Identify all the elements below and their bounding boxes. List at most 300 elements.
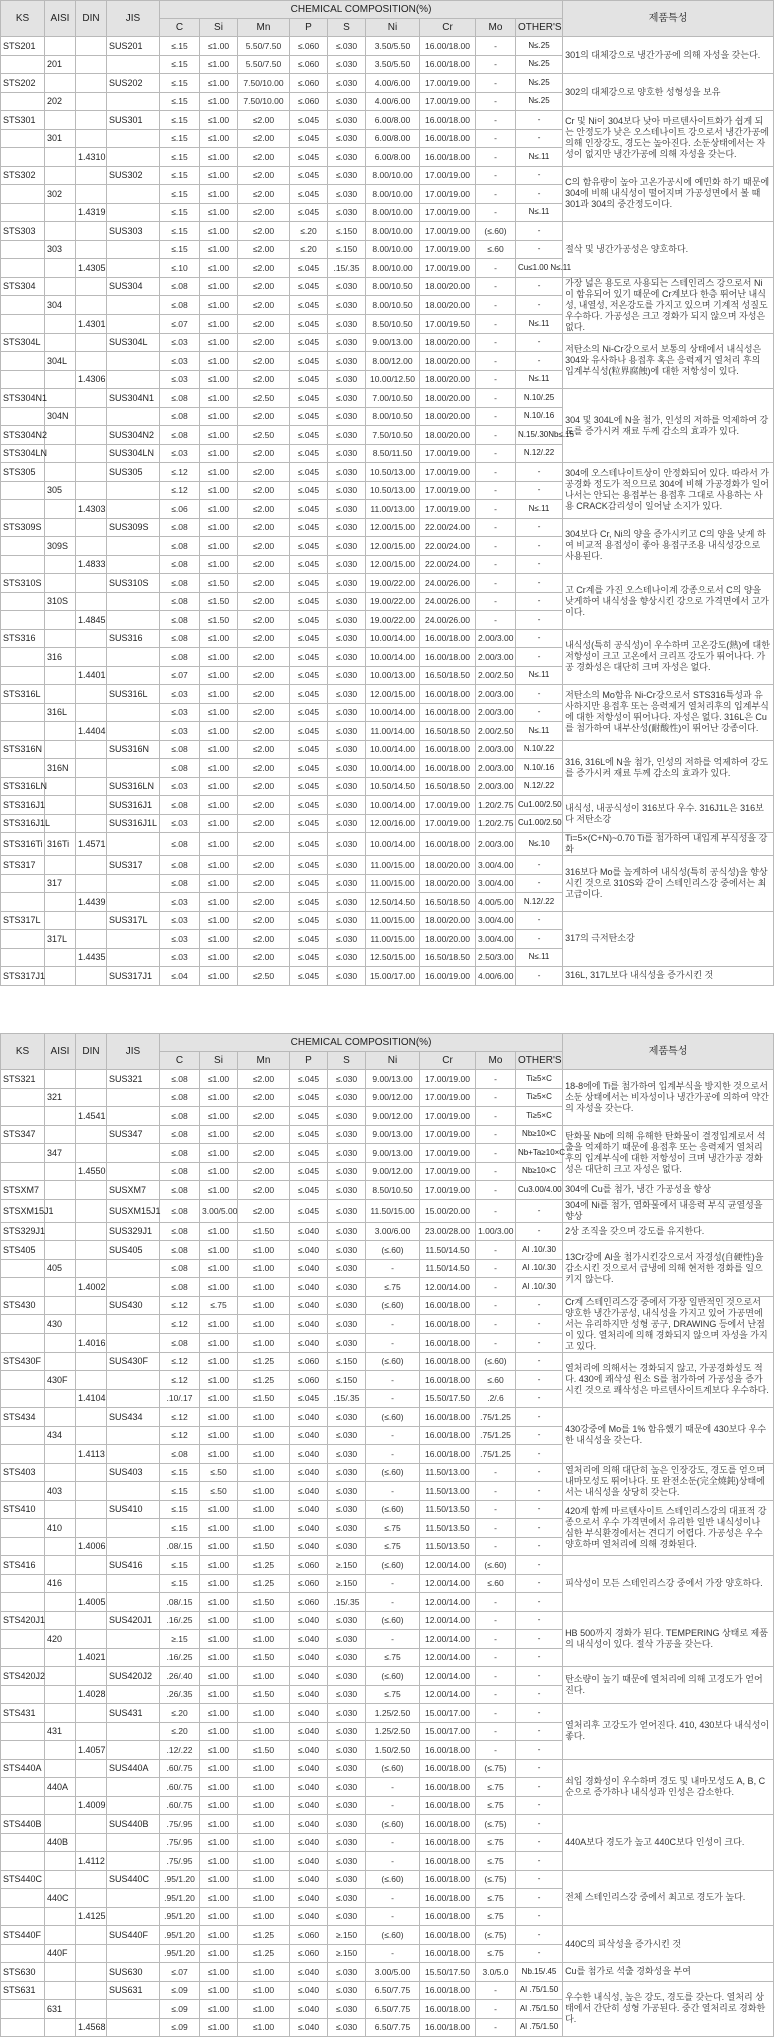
cell-value: - (516, 967, 563, 986)
cell-value: ≤1.00 (200, 518, 238, 537)
cell-din (76, 777, 107, 796)
cell-value: ≤1.00 (200, 1907, 238, 1926)
cell-value: ≤.030 (328, 1426, 366, 1445)
cell-value: .75/1.25 (476, 1426, 516, 1445)
cell-value: 15.00/17.00 (420, 1722, 476, 1741)
cell-value: ≤.08 (160, 629, 200, 648)
cell-value: ≤.030 (328, 185, 366, 204)
cell-value: ≤1.00 (200, 1926, 238, 1945)
cell-value: ≤1.00 (200, 111, 238, 130)
cell-value: ≤.15 (160, 166, 200, 185)
cell-value: 8.00/10.00 (366, 166, 420, 185)
cell-value: ≤.030 (328, 1667, 366, 1686)
cell-value: 2.00/3.00 (476, 648, 516, 667)
cell-jis (107, 592, 160, 611)
cell-value: 8.00/10.00 (366, 259, 420, 278)
cell-value: ≤1.50 (200, 574, 238, 593)
cell-value: - (476, 1144, 516, 1163)
cell-aisi (45, 500, 76, 519)
cell-value: ≤.03 (160, 930, 200, 949)
cell-jis (107, 1889, 160, 1908)
cell-value: ≤.060 (290, 55, 328, 74)
cell-value: ≤.045 (290, 856, 328, 875)
cell-value: ≤1.00 (200, 1889, 238, 1908)
cell-jis (107, 1107, 160, 1126)
cell-din (76, 1125, 107, 1144)
cell-value: ≤.040 (290, 1315, 328, 1334)
cell-value: - (366, 1852, 420, 1871)
cell-value: ≤1.00 (200, 426, 238, 445)
cell-value: ≤1.00 (238, 1667, 290, 1686)
cell-value: ≤.045 (290, 1162, 328, 1181)
cell-value: 16.00/18.00 (420, 1741, 476, 1760)
cell-value: ≤.040 (290, 2018, 328, 2037)
cell-ks (1, 1852, 45, 1871)
table-row (1, 1408, 774, 1427)
cell-din (76, 574, 107, 593)
cell-value: - (476, 389, 516, 408)
cell-value: .16/.25 (160, 1648, 200, 1667)
table-row (1, 277, 774, 296)
feature-description: 304보다 Cr, Ni의 양을 증가시키고 C의 양을 낮게 하여 비교적 용접성이 좋아 용접구조용 내식성강으로 사용된다. (563, 518, 774, 574)
cell-aisi: 301 (45, 129, 76, 148)
cell-value: (≤.75) (476, 1815, 516, 1834)
cell-value: 8.50/10.50 (366, 314, 420, 333)
cell-jis: SUS420J1 (107, 1611, 160, 1630)
cell-jis (107, 1259, 160, 1278)
cell-jis (107, 1833, 160, 1852)
cell-value: (≤.60) (366, 1926, 420, 1945)
cell-value: ≤2.00 (238, 555, 290, 574)
cell-value: ≤1.00 (200, 185, 238, 204)
cell-value: ≤.045 (290, 740, 328, 759)
cell-aisi (45, 518, 76, 537)
feature-description: 2상 조직을 갖으며 강도를 유지한다. (563, 1222, 774, 1241)
cell-value: ≤.20 (290, 240, 328, 259)
cell-value: 15.50/17.50 (420, 1963, 476, 1982)
cell-jis (107, 648, 160, 667)
cell-value: ≤.040 (290, 1907, 328, 1926)
cell-jis: SUS302 (107, 166, 160, 185)
cell-value: 12.50/14.50 (366, 893, 420, 912)
feature-description: 420계 함께 마르텐사이트 스테인리스강의 대표적 강종으로서 우수 가격면에서 유리한 일반 내식성이나 심한 부식환경에서는 견디기 어렵다. 가공성은 우수 양호하며 열처리에 의해 경화된다. (563, 1500, 774, 1556)
cell-value: ≤1.00 (200, 1648, 238, 1667)
cell-value: .15/.35 (328, 259, 366, 278)
cell-ks: STS317J1 (1, 967, 45, 986)
cell-aisi (45, 370, 76, 389)
cell-aisi (45, 1870, 76, 1889)
cell-din (76, 874, 107, 893)
cell-din (76, 2000, 107, 2019)
cell-value: - (366, 1889, 420, 1908)
cell-value: 11.50/13.50 (420, 1537, 476, 1556)
cell-din: 1.4104 (76, 1389, 107, 1408)
cell-value: ≤.045 (290, 1389, 328, 1408)
cell-value: ≤1.00 (200, 814, 238, 833)
cell-ks (1, 1333, 45, 1352)
cell-value: N≤.11 (516, 500, 563, 519)
cell-value: ≤.045 (290, 389, 328, 408)
cell-jis (107, 2000, 160, 2019)
cell-value: 10.00/14.00 (366, 629, 420, 648)
cell-jis: SUS201 (107, 37, 160, 56)
cell-value: - (476, 1519, 516, 1538)
cell-aisi: 304N (45, 407, 76, 426)
cell-value: ≤1.00 (200, 1722, 238, 1741)
cell-ks (1, 314, 45, 333)
cell-ks: STS304L (1, 333, 45, 352)
cell-value: ≤1.00 (200, 1667, 238, 1686)
cell-din (76, 1926, 107, 1945)
cell-aisi: 430F (45, 1371, 76, 1390)
cell-din (76, 129, 107, 148)
cell-value: ≤.08 (160, 1199, 200, 1222)
cell-value: 16.00/18.00 (420, 1926, 476, 1945)
cell-ks (1, 930, 45, 949)
cell-value: ≤2.00 (238, 611, 290, 630)
cell-aisi: 305 (45, 481, 76, 500)
cell-value: ≤.030 (328, 1889, 366, 1908)
cell-value: 16.00/18.00 (420, 1296, 476, 1315)
cell-aisi: 310S (45, 592, 76, 611)
cell-value: ≤.75 (476, 1833, 516, 1852)
cell-value: ≤2.00 (238, 796, 290, 815)
cell-value: ≤2.00 (238, 1181, 290, 1200)
cell-value: ≤.08 (160, 740, 200, 759)
cell-value: 5.50/7.50 (238, 55, 290, 74)
cell-value: ≤.030 (328, 1445, 366, 1464)
cell-din (76, 74, 107, 93)
cell-value: ≤.08 (160, 796, 200, 815)
cell-din (76, 1315, 107, 1334)
cell-value: 16.00/18.00 (420, 833, 476, 856)
cell-value: N.10/.16 (516, 759, 563, 778)
cell-ks: STS303 (1, 222, 45, 241)
cell-value: ≤1.00 (238, 1500, 290, 1519)
cell-value: 18.00/20.00 (420, 874, 476, 893)
cell-value: ≤.045 (290, 948, 328, 967)
cell-value: - (476, 1107, 516, 1126)
cell-value: - (476, 370, 516, 389)
cell-value: 24.00/26.00 (420, 611, 476, 630)
cell-value: 12.00/15.00 (366, 537, 420, 556)
cell-value: 16.00/18.00 (420, 1833, 476, 1852)
cell-value: ≤.045 (290, 537, 328, 556)
cell-value: - (476, 148, 516, 167)
cell-value: - (476, 1315, 516, 1334)
cell-value: 1.25/2.50 (366, 1704, 420, 1723)
cell-value: 1.20/2.75 (476, 796, 516, 815)
cell-value: - (476, 1630, 516, 1649)
cell-ks (1, 648, 45, 667)
cell-din (76, 911, 107, 930)
cell-aisi: 420 (45, 1630, 76, 1649)
cell-value: ≤.08 (160, 1144, 200, 1163)
cell-value: ≤1.00 (238, 1482, 290, 1501)
cell-value: ≤.08 (160, 389, 200, 408)
cell-jis (107, 1944, 160, 1963)
cell-value: ≤.75 (476, 1852, 516, 1871)
cell-din (76, 1611, 107, 1630)
cell-ks: STS630 (1, 1963, 45, 1982)
cell-value: ≤.060 (290, 1574, 328, 1593)
cell-aisi: 430 (45, 1315, 76, 1334)
cell-value: - (366, 1333, 420, 1352)
cell-value: ≤1.00 (200, 1685, 238, 1704)
col-element: OTHER'S (516, 19, 563, 37)
cell-value: 12.00/15.00 (366, 685, 420, 704)
cell-jis (107, 1741, 160, 1760)
cell-value: ≤.030 (328, 759, 366, 778)
cell-value: ≤.08 (160, 1222, 200, 1241)
table-row (1, 1759, 774, 1778)
cell-value: ≤.12 (160, 481, 200, 500)
cell-value: 3.00/6.00 (366, 1222, 420, 1241)
cell-value: .95/1.20 (160, 1870, 200, 1889)
cell-value: ≤.030 (328, 1181, 366, 1200)
cell-value: ≤.08 (160, 833, 200, 856)
cell-aisi: 440F (45, 1944, 76, 1963)
feature-description: Cr 및 Ni이 304보다 낮아 마르텐사이트화가 쉽게 되는 안정도가 낮은 오스테나이트 강으로서 냉간가공에 의해 인장강도, 경도는 높아진다. 소둔상태에서는 자성이 없지만 냉간가공에 의해 자성을 갖는다. (563, 111, 774, 167)
cell-value: 11.50/15.00 (366, 1199, 420, 1222)
table-row (1, 967, 774, 986)
cell-value: .16/.25 (160, 1611, 200, 1630)
cell-value: ≤.12 (160, 1352, 200, 1371)
cell-value: .95/1.20 (160, 1889, 200, 1908)
cell-value: ≥.150 (328, 1944, 366, 1963)
cell-value: ≤2.00 (238, 407, 290, 426)
cell-value: N.12/.22 (516, 444, 563, 463)
cell-value: 22.00/24.00 (420, 537, 476, 556)
cell-value: ≤.75 (476, 1796, 516, 1815)
cell-value: - (476, 1070, 516, 1089)
cell-ks: STS201 (1, 37, 45, 56)
cell-value: ≥.150 (328, 1556, 366, 1575)
cell-value: - (516, 1648, 563, 1667)
cell-value: - (476, 259, 516, 278)
cell-value: ≤.03 (160, 352, 200, 371)
cell-jis (107, 703, 160, 722)
cell-jis (107, 759, 160, 778)
cell-value: - (516, 1426, 563, 1445)
feature-description: 316L, 317L보다 내식성을 증가시킨 것 (563, 967, 774, 986)
cell-ks (1, 2018, 45, 2037)
cell-jis (107, 370, 160, 389)
cell-din (76, 185, 107, 204)
cell-value: ≤1.00 (238, 1519, 290, 1538)
cell-value: - (476, 55, 516, 74)
cell-value: ≤.060 (290, 74, 328, 93)
cell-value: - (516, 1852, 563, 1871)
cell-value: ≤.030 (328, 629, 366, 648)
cell-value: ≤.030 (328, 1778, 366, 1797)
cell-value: ≤.07 (160, 1963, 200, 1982)
cell-value: ≤.045 (290, 1144, 328, 1163)
cell-aisi: 431 (45, 1722, 76, 1741)
cell-value: ≤.030 (328, 74, 366, 93)
cell-value: ≤1.00 (200, 74, 238, 93)
cell-ks: STS321 (1, 1070, 45, 1089)
table-row (1, 1125, 774, 1144)
cell-value: 16.00/18.00 (420, 2000, 476, 2019)
col-element: Cr (420, 19, 476, 37)
cell-value: 16.00/18.00 (420, 1445, 476, 1464)
cell-ks (1, 129, 45, 148)
cell-value: ≤2.00 (238, 1199, 290, 1222)
cell-value: - (476, 1125, 516, 1144)
cell-value: 4.00/6.00 (366, 92, 420, 111)
cell-value: - (476, 518, 516, 537)
cell-value: .08/.15 (160, 1593, 200, 1612)
table-row (1, 1500, 774, 1519)
cell-ks (1, 893, 45, 912)
cell-din: 1.4006 (76, 1537, 107, 1556)
cell-din (76, 1889, 107, 1908)
cell-ks: STS316 (1, 629, 45, 648)
cell-value: ≤2.00 (238, 277, 290, 296)
cell-value: ≤.08 (160, 592, 200, 611)
cell-value: ≤.150 (328, 240, 366, 259)
cell-value: 11.00/15.00 (366, 874, 420, 893)
cell-value: ≤.75 (476, 1907, 516, 1926)
cell-value: ≤.08 (160, 1162, 200, 1181)
cell-value: ≤1.00 (238, 1241, 290, 1260)
cell-din (76, 1833, 107, 1852)
feature-description: 탄화물 Nb에 의해 유해한 탄화물이 결정입계로서 석출을 억제하기 때문에 용접후 또는 응력제거 열처리 후의 입계부식에 대한 저항성이 크며 냉간가공 경화성은 대단히 크고 자성은 없다. (563, 1125, 774, 1181)
cell-value: N.12/.22 (516, 893, 563, 912)
cell-value: 8.50/11.50 (366, 444, 420, 463)
col-element: Si (200, 1052, 238, 1070)
cell-value: ≤1.00 (200, 537, 238, 556)
cell-value: - (516, 1352, 563, 1371)
cell-value: 5.50/7.50 (238, 37, 290, 56)
cell-jis (107, 555, 160, 574)
cell-value: 16.00/18.00 (420, 703, 476, 722)
cell-aisi (45, 611, 76, 630)
cell-din (76, 111, 107, 130)
cell-value: ≤.15 (160, 37, 200, 56)
cell-value: ≤.15 (160, 1574, 200, 1593)
cell-jis: SUS316LN (107, 777, 160, 796)
cell-value: ≤.75 (476, 1889, 516, 1908)
cell-value: ≤.045 (290, 463, 328, 482)
cell-value: ≤.030 (328, 814, 366, 833)
cell-value: 3.00/4.00 (476, 930, 516, 949)
cell-value: 12.00/14.00 (420, 1648, 476, 1667)
cell-value: ≤2.00 (238, 833, 290, 856)
cell-value: ≤.75 (366, 1537, 420, 1556)
cell-value: 18.00/20.00 (420, 352, 476, 371)
cell-ks (1, 1685, 45, 1704)
cell-value: ≤.040 (290, 1648, 328, 1667)
cell-value: ≤1.00 (200, 333, 238, 352)
cell-value: 10.00/14.00 (366, 796, 420, 815)
feature-description: 열처리후 고강도가 얻어진다. 410, 430보다 내식성이 좋다. (563, 1704, 774, 1760)
table-row (1, 1611, 774, 1630)
cell-value: (≤.60) (366, 1815, 420, 1834)
cell-aisi (45, 1537, 76, 1556)
cell-value: ≤1.00 (200, 911, 238, 930)
cell-value: - (516, 1500, 563, 1519)
cell-value: ≤.045 (290, 426, 328, 445)
cell-value: ≤2.50 (238, 426, 290, 445)
cell-aisi (45, 1125, 76, 1144)
cell-ks: STS301 (1, 111, 45, 130)
cell-value: ≤.75 (366, 1648, 420, 1667)
cell-value: ≤2.00 (238, 185, 290, 204)
cell-value: ≤.75 (366, 1685, 420, 1704)
cell-value: - (366, 1426, 420, 1445)
table-row (1, 111, 774, 130)
cell-ks: STS305 (1, 463, 45, 482)
cell-value: 16.00/18.00 (420, 111, 476, 130)
cell-value: ≤.150 (328, 222, 366, 241)
cell-value: .08/.15 (160, 1537, 200, 1556)
cell-ks: STS416 (1, 1556, 45, 1575)
cell-din (76, 1371, 107, 1390)
cell-value: ≤.75 (200, 1296, 238, 1315)
cell-value: ≤1.00 (200, 874, 238, 893)
feature-description: 내식성(특히 공식성)이 우수하며 고온강도(熱)에 대한 저항성이 크고 고온에서 크리프 강도가 뛰어나다. 가공 경화성은 대단히 크며 자성은 없다. (563, 629, 774, 685)
cell-value: 16.00/18.00 (420, 1796, 476, 1815)
cell-ks (1, 352, 45, 371)
cell-value: ≤1.00 (238, 1759, 290, 1778)
cell-value: ≤.030 (328, 129, 366, 148)
cell-value: 6.50/7.75 (366, 1981, 420, 2000)
cell-aisi: 440B (45, 1833, 76, 1852)
feature-description: 302의 대체강으로 양호한 성형성을 보유 (563, 74, 774, 111)
cell-value: ≤.045 (290, 574, 328, 593)
cell-value: ≤2.00 (238, 537, 290, 556)
cell-value: 16.00/18.00 (420, 1852, 476, 1871)
cell-value: 15.00/20.00 (420, 1199, 476, 1222)
cell-value: ≤2.00 (238, 352, 290, 371)
cell-ks (1, 948, 45, 967)
cell-jis (107, 1389, 160, 1408)
cell-ks (1, 1593, 45, 1612)
cell-aisi (45, 1796, 76, 1815)
cell-value: 8.50/10.50 (366, 1181, 420, 1200)
cell-value: ≤1.50 (238, 1537, 290, 1556)
cell-value: ≤2.00 (238, 722, 290, 741)
cell-jis (107, 1371, 160, 1390)
cell-value: 12.00/14.00 (420, 1574, 476, 1593)
cell-value: N.15/.30Nb≤.15 (516, 426, 563, 445)
cell-value: ≤.030 (328, 1981, 366, 2000)
cell-value: ≤1.00 (200, 1519, 238, 1538)
cell-value: .75/.95 (160, 1852, 200, 1871)
cell-value: ≤1.50 (238, 1222, 290, 1241)
feature-description: 440A보다 경도가 높고 440C보다 인성이 크다. (563, 1815, 774, 1871)
cell-value: ≤1.00 (238, 1833, 290, 1852)
cell-din: 1.4112 (76, 1852, 107, 1871)
cell-value: ≤1.25 (238, 1944, 290, 1963)
cell-value: ≤1.00 (200, 222, 238, 241)
cell-jis: SUS321 (107, 1070, 160, 1089)
cell-value: ≤1.00 (200, 629, 238, 648)
cell-value: ≤.030 (328, 407, 366, 426)
cell-din (76, 814, 107, 833)
cell-value: 18.00/20.00 (420, 333, 476, 352)
cell-value: 2.00/3.00 (476, 777, 516, 796)
cell-value: (≤.60) (366, 1759, 420, 1778)
cell-value: - (516, 629, 563, 648)
cell-value: ≤1.50 (238, 1741, 290, 1760)
cell-value: ≤.040 (290, 1408, 328, 1427)
cell-value: ≤.040 (290, 1667, 328, 1686)
cell-value: ≤1.00 (238, 1278, 290, 1297)
cell-aisi: 304 (45, 296, 76, 315)
